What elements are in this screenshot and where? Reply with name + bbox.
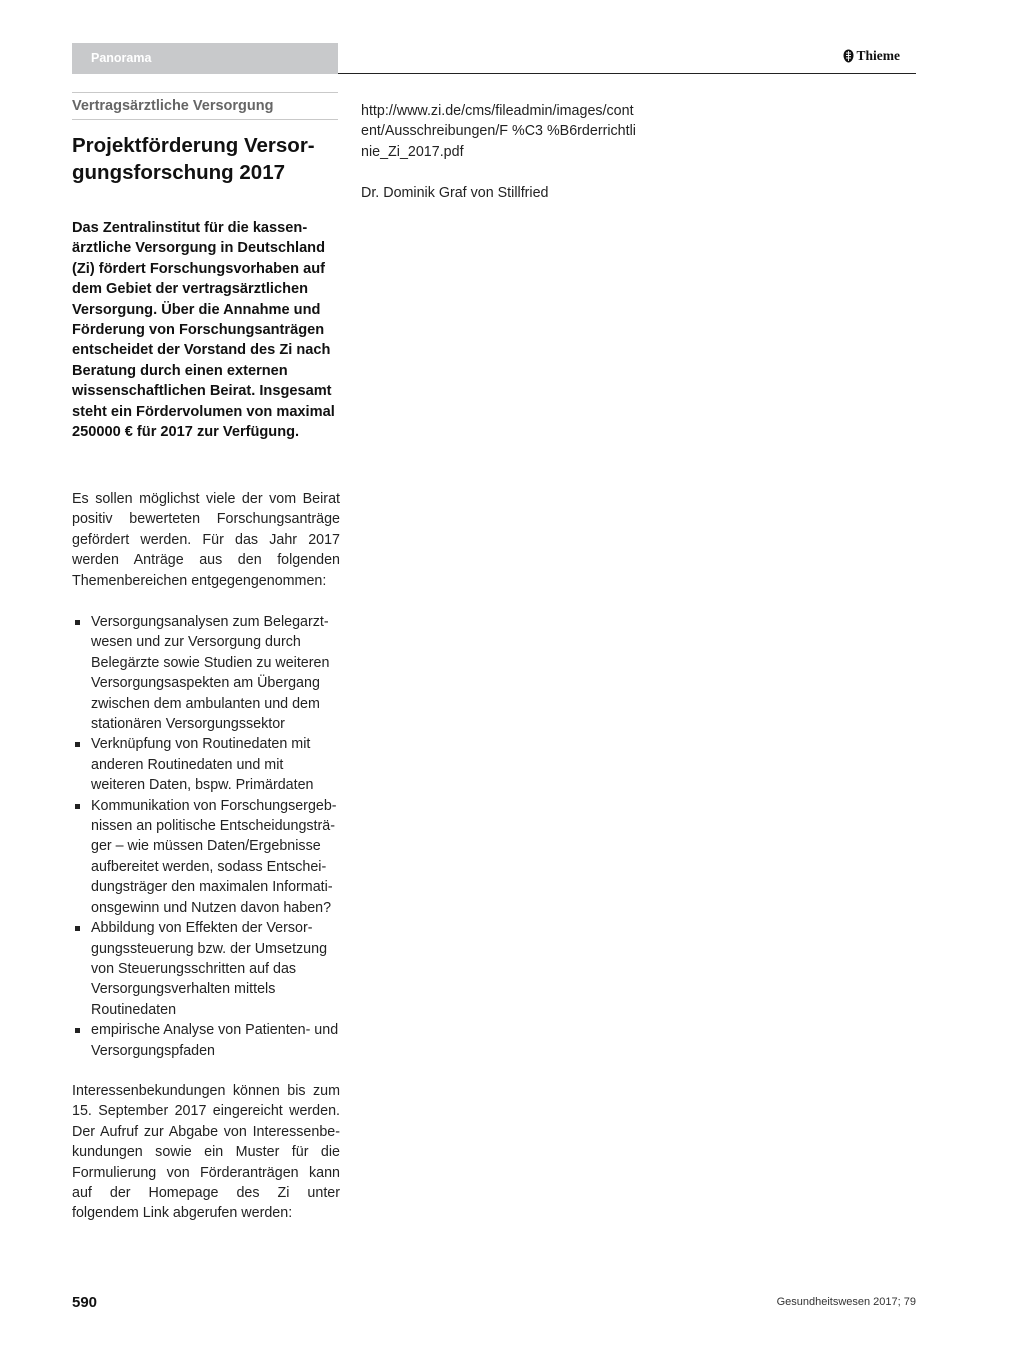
list-item: Abbildung von Effekten der Versorgungssteuerung bzw. der Umsetzung von Steuerungsschritten auf das Versorgungsverhalten mittels Routinedaten [72, 918, 340, 1020]
list-item: Versorgungsanalysen zum Belegarztwesen und zur Versorgung durch Belegärzte sowie Studien zu weiteren Versorgungsaspekten am Übergang zwischen dem ambulanten und dem stationären Versorgungssektor [72, 612, 340, 734]
bullet-icon [75, 926, 80, 931]
thieme-logo-icon [843, 49, 854, 63]
bullet-icon [75, 742, 80, 747]
body-paragraph-1: Es sollen möglichst viele der vom Beirat positiv bewerteten Forschungsanträge gefördert werden. Für das Jahr 2017 werden Anträge aus den folgenden Themenbereichen entgegengenommen: [72, 491, 340, 589]
list-item: Kommunikation von Forschungsergebnissen an politische Entscheidungsträger – wie müssen Daten/Ergebnisse aufbereitet werden, sodass Entscheidungsträger den maximalen Informationsgewinn und Nutzen davon haben? [72, 796, 340, 918]
bullet-icon [75, 620, 80, 625]
list-item: Verknüpfung von Routinedaten mit anderen Routinedaten und mit weiteren Daten, bspw. Primärdaten [72, 734, 340, 795]
bullet-icon [75, 804, 80, 809]
article-lead: Das Zentralinstitut für die kassenärztliche Versorgung in Deutschland (Zi) fördert Forschungsvorhaben auf dem Gebiet der vertragsärztlichen Versorgung. Über die Annahme und Förderung von Forschungsanträgen entscheidet der Vorstand des Zi nach Beratung durch einen externen wissenschaftlichen Beirat. Insgesamt steht ein Fördervolumen von maximal 250000 € für 2017 zur Verfügung. [72, 220, 335, 441]
journal-citation: Gesundheitswesen 2017; 79 [776, 1296, 916, 1308]
article-rubric: Vertragsärztliche Versorgung [72, 92, 338, 120]
page-number: 590 [72, 1294, 98, 1311]
right-column [361, 101, 641, 203]
publisher-name: Thieme [856, 48, 900, 63]
body-paragraph-2: Interessenbekundungen können bis zum 15. September 2017 eingereicht werden. Der Aufruf zur Abgabe von Interessenbekundungen sowie ein Muster für die Formulierung von Förderanträgen kann auf der Homepage des Zi unter folgendem Link abgerufen werden: [72, 1083, 340, 1222]
section-label: Panorama [72, 43, 338, 74]
topics-list [72, 612, 340, 1061]
author-name: Dr. Dominik Graf von Stillfried [361, 184, 549, 201]
bullet-icon [75, 1028, 80, 1033]
download-link[interactable]: http://www.zi.de/cms/fileadmin/images/content/Ausschreibungen/F %C3 %B6rderrichtlinie_Zi_2017.pdf [361, 103, 636, 160]
publisher-brand [843, 48, 901, 64]
list-item: empirische Analyse von Patienten- und Versorgungspfaden [72, 1020, 340, 1061]
article-title: Projektförderung Versor-gungsforschung 2017 [72, 134, 315, 184]
header-divider [338, 73, 916, 74]
